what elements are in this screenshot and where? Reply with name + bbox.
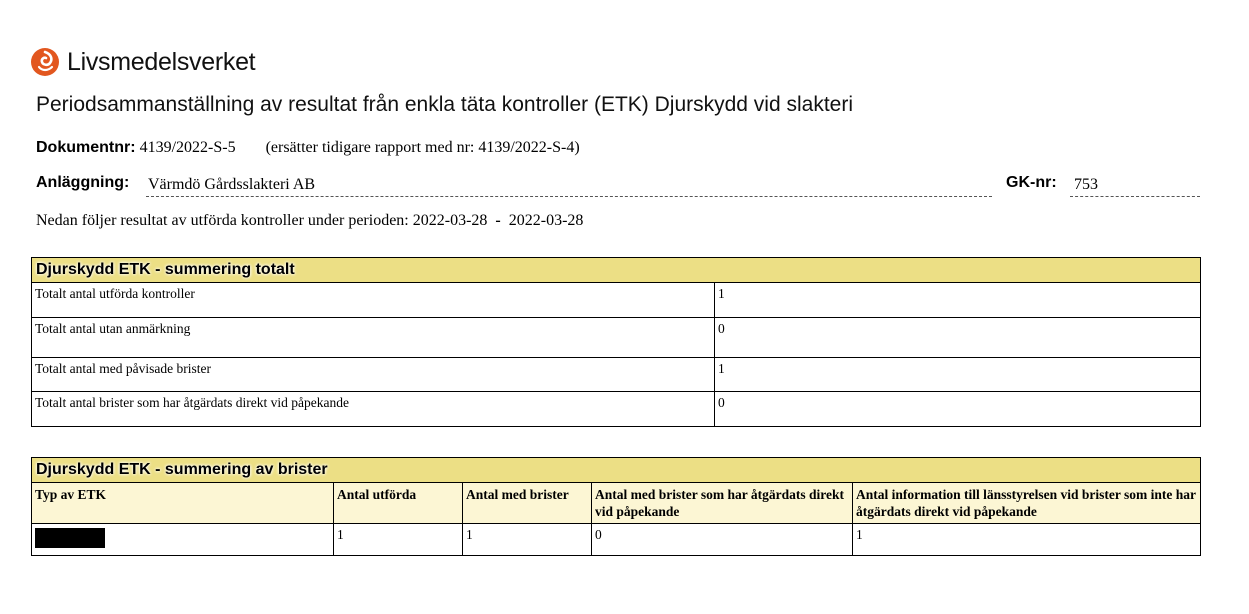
period-start: 2022-03-28 (412, 212, 488, 229)
gk-row (1006, 174, 1098, 193)
row-value: 1 (715, 283, 1201, 318)
table-row (32, 524, 1201, 556)
document-number-row (36, 139, 580, 157)
row-value: 0 (715, 392, 1201, 427)
summary-deficiencies-title: Djurskydd ETK - summering av brister (32, 458, 1201, 483)
facility-name: Värmdö Gårdsslakteri AB (146, 176, 992, 197)
facility-label: Anläggning: (36, 174, 130, 191)
cell-antal-med-brister: 1 (463, 524, 592, 556)
logo-text: Livsmedelsverket (67, 47, 256, 76)
gk-label: GK-nr: (1006, 174, 1057, 191)
column-header: Antal med brister (463, 483, 592, 524)
period-prefix: Nedan följer resultat av utförda kontroller under perioden: (36, 212, 409, 229)
logo (30, 46, 255, 78)
table-row (32, 318, 1201, 358)
redaction-block (35, 528, 105, 548)
row-label: Totalt antal brister som har åtgärdats direkt vid påpekande (32, 392, 715, 427)
row-label: Totalt antal utan anmärkning (32, 318, 715, 358)
redacted-etk-type (32, 524, 334, 556)
summary-total-table (31, 257, 1201, 427)
table-header-row (32, 483, 1201, 524)
row-value: 1 (715, 358, 1201, 392)
summary-deficiencies-table (31, 457, 1201, 556)
livsmedelsverket-logo-icon (30, 47, 60, 77)
period-end: 2022-03-28 (508, 212, 584, 229)
row-label: Totalt antal utförda kontroller (32, 283, 715, 318)
cell-information: 1 (853, 524, 1201, 556)
page-title: Periodsammanställning av resultat från enkla täta kontroller (ETK) Djurskydd vid slakteri (36, 93, 854, 116)
column-header: Typ av ETK (32, 483, 334, 524)
cell-atgardats: 0 (592, 524, 853, 556)
column-header: Antal information till länsstyrelsen vid brister som inte har åtgärdats direkt vid påpekande (853, 483, 1201, 524)
facility-row (36, 174, 316, 193)
gk-number: 753 (1070, 176, 1200, 197)
document-number-label: Dokumentnr: (36, 139, 136, 156)
table-row (32, 392, 1201, 427)
table-row (32, 283, 1201, 318)
document-number-value: 4139/2022-S-5 (139, 139, 236, 156)
replaces-note: (ersätter tidigare rapport med nr: 4139/2022-S-4) (265, 139, 580, 156)
row-value: 0 (715, 318, 1201, 358)
row-label: Totalt antal med påvisade brister (32, 358, 715, 392)
table-row (32, 358, 1201, 392)
period-separator: - (495, 212, 501, 229)
period-line (36, 212, 583, 230)
column-header: Antal med brister som har åtgärdats direkt vid påpekande (592, 483, 853, 524)
cell-antal-utforda: 1 (334, 524, 463, 556)
column-header: Antal utförda (334, 483, 463, 524)
summary-total-title: Djurskydd ETK - summering totalt (32, 258, 1201, 283)
